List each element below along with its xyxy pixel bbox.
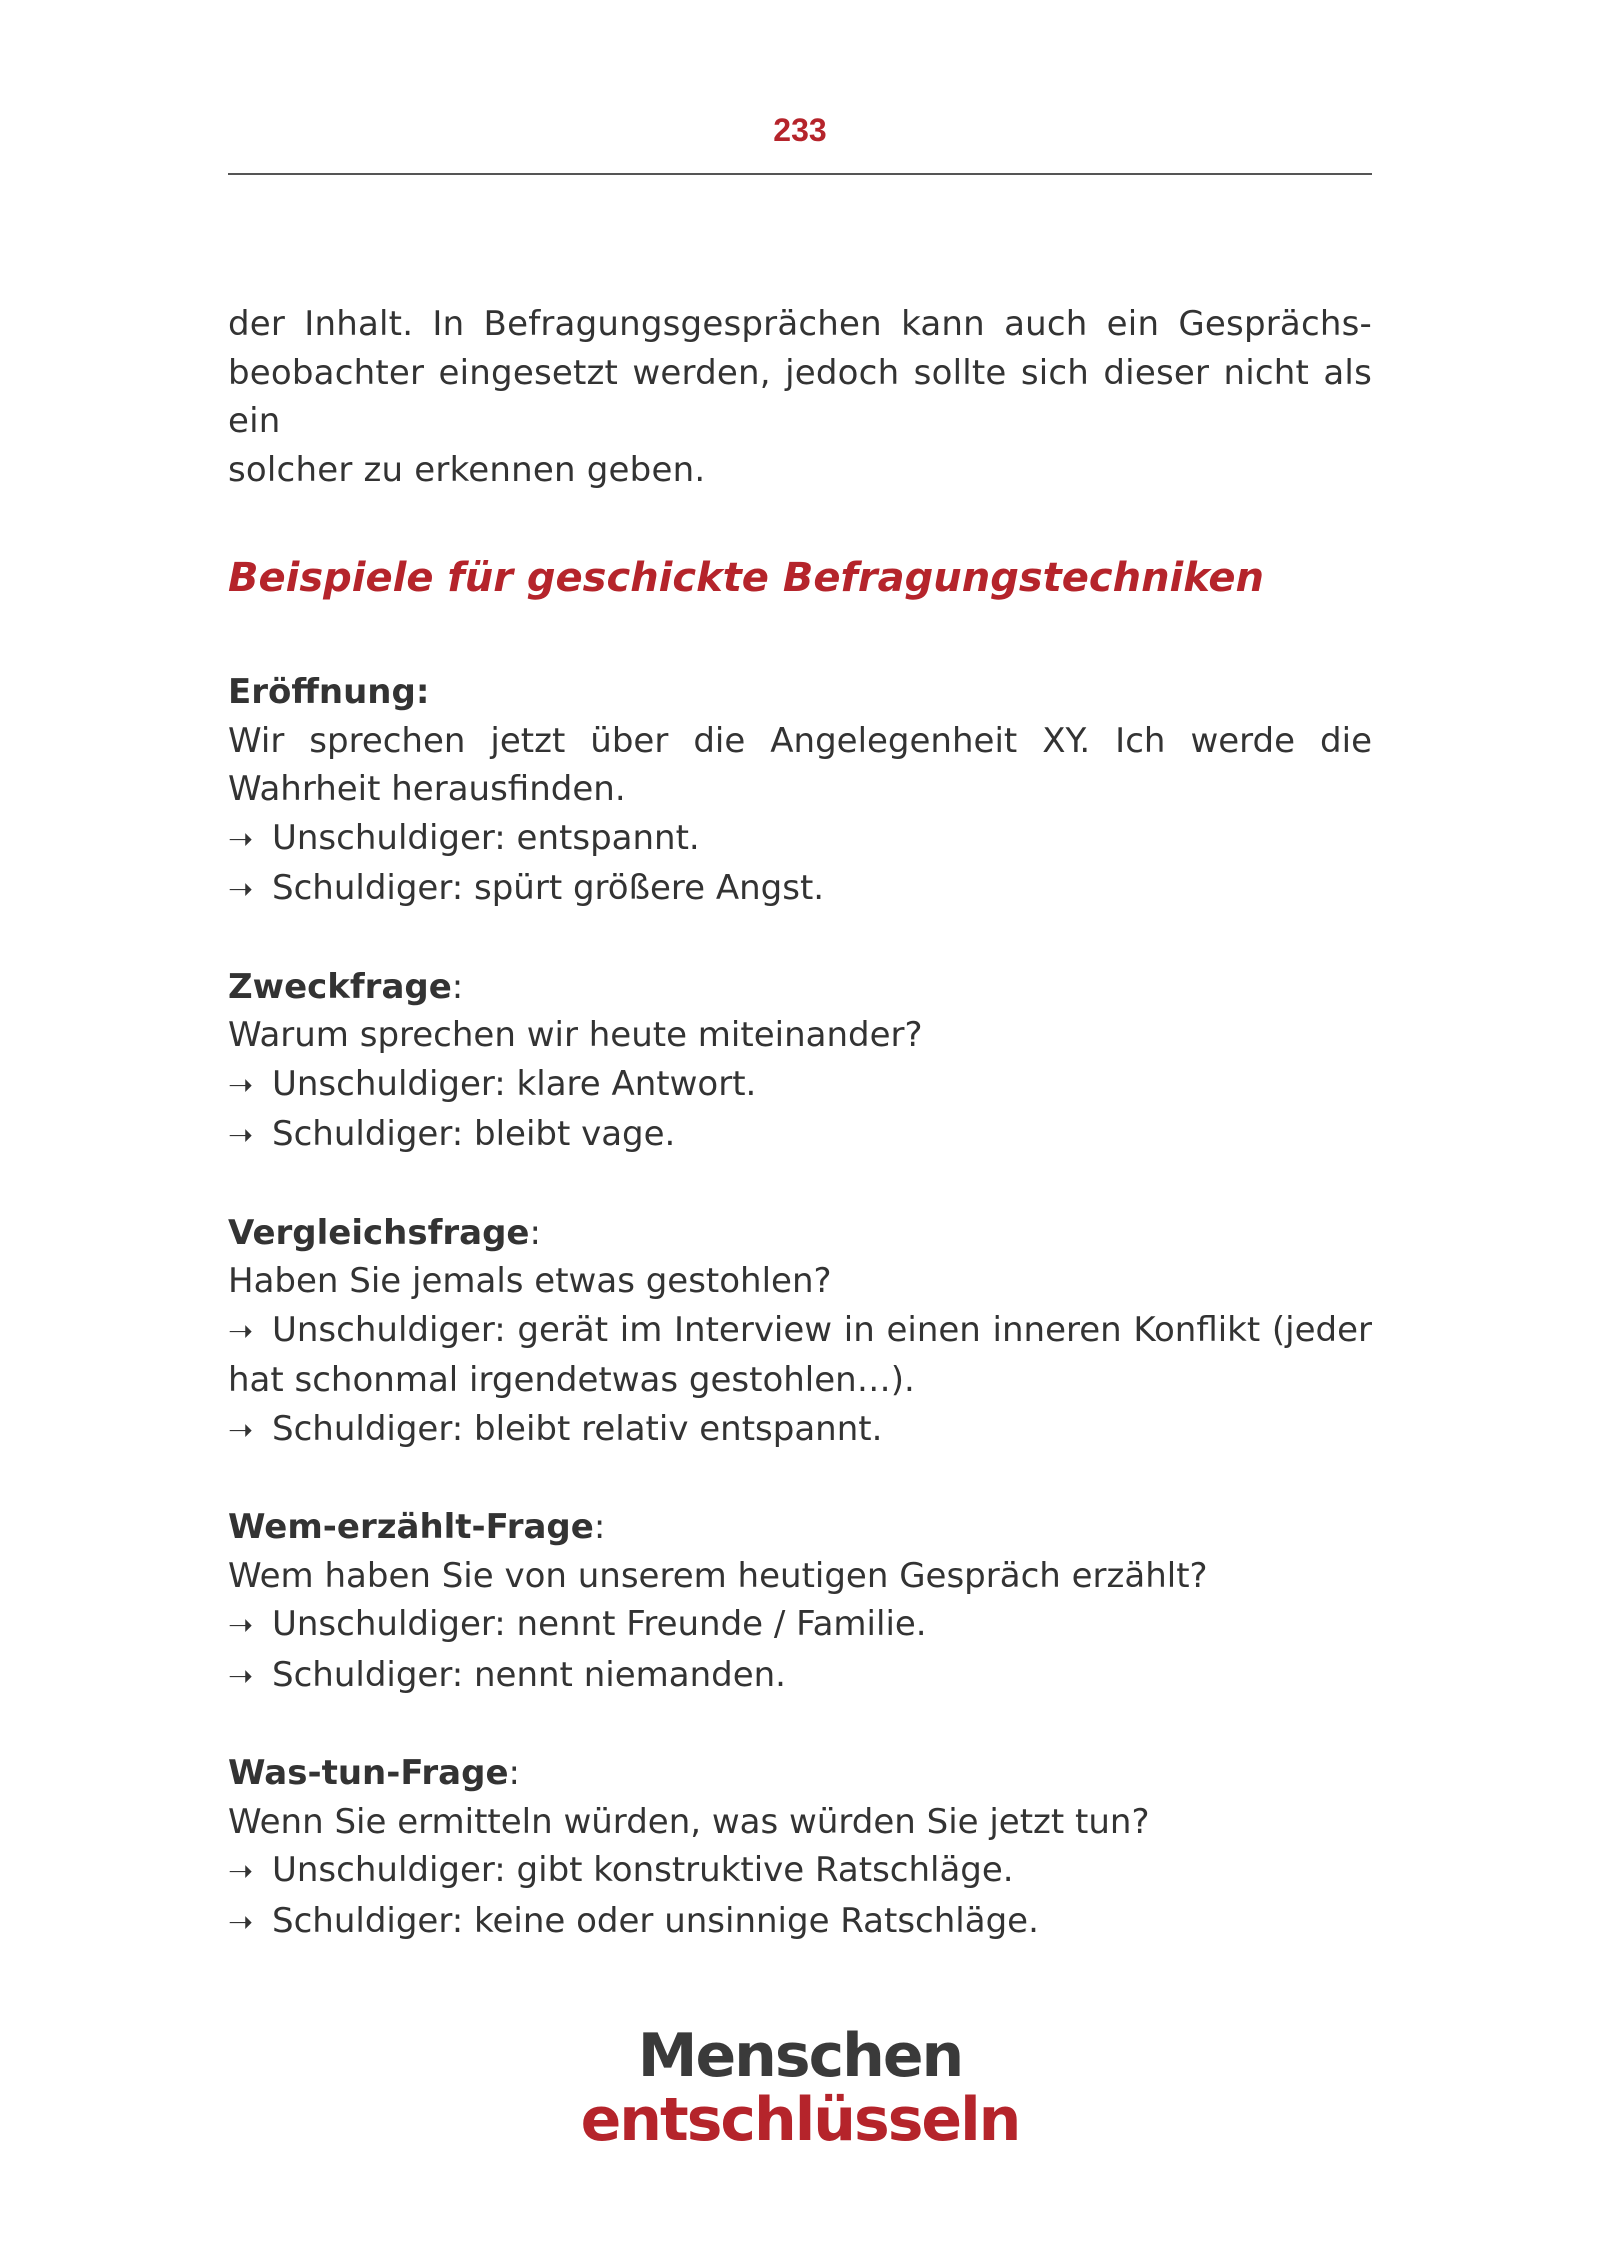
- innocent-text: Unschuldiger: gibt konstruktive Ratschläge.: [272, 1850, 1014, 1890]
- technique-name: Vergleichsfrage: [228, 1212, 530, 1253]
- innocent-outcome: [228, 1060, 1372, 1111]
- technique-suffix: :: [508, 1753, 520, 1793]
- innocent-outcome: [228, 814, 1372, 865]
- technique-what-to-do-question: [228, 1749, 1372, 1947]
- guilty-outcome: [228, 864, 1372, 915]
- guilty-outcome: [228, 1651, 1372, 1702]
- guilty-text: Schuldiger: spürt größere Angst.: [272, 868, 825, 908]
- arrow-right-icon: ➝: [228, 1608, 254, 1643]
- intro-line: der Inhalt. In Befragungsgesprächen kann auch ein Gesprächs-: [228, 304, 1372, 344]
- technique-name: Was-tun-Frage: [228, 1753, 509, 1793]
- logo-line-2: entschlüsseln: [580, 2085, 1020, 2155]
- intro-line: solcher zu erkennen geben.: [228, 449, 706, 490]
- arrow-right-icon: ➝: [228, 1904, 254, 1940]
- arrow-right-icon: ➝: [228, 1854, 254, 1889]
- innocent-outcome: [228, 1846, 1372, 1897]
- logo-line-1: Menschen: [637, 2021, 963, 2091]
- technique-suffix: :: [529, 1212, 541, 1253]
- page-number: 233: [773, 112, 827, 148]
- technique-question: Warum sprechen wir heute miteinander?: [228, 1015, 923, 1055]
- guilty-outcome: [228, 1110, 1372, 1161]
- technique-title: [228, 1209, 1372, 1258]
- technique-title: [228, 668, 1372, 717]
- technique-name: Eröffnung:: [228, 672, 430, 712]
- technique-question: Wenn Sie ermitteln würden, was würden Sie jetzt tun?: [228, 1801, 1150, 1842]
- technique-suffix: :: [451, 966, 464, 1007]
- intro-paragraph: [228, 300, 1372, 494]
- technique-question: Haben Sie jemals etwas gestohlen?: [228, 1261, 832, 1301]
- arrow-right-icon: ➝: [228, 1412, 254, 1448]
- innocent-text: Unschuldiger: entspannt.: [272, 817, 700, 858]
- technique-title: [228, 963, 1372, 1012]
- innocent-outcome: [228, 1306, 1372, 1405]
- innocent-outcome: [228, 1600, 1372, 1651]
- technique-question: Wir sprechen jetzt über die Angelegenheit XY. Ich werde die Wahrheit herausfinden.: [228, 720, 1372, 809]
- intro-line: beobachter eingesetzt werden, jedoch sollte sich dieser nicht als ein: [228, 352, 1372, 441]
- technique-who-told-question: [228, 1503, 1372, 1701]
- guilty-outcome: [228, 1405, 1372, 1456]
- arrow-right-icon: ➝: [228, 821, 254, 857]
- innocent-text: Unschuldiger: nennt Freunde / Familie.: [272, 1604, 927, 1644]
- arrow-right-icon: ➝: [228, 1313, 254, 1349]
- arrow-right-icon: ➝: [228, 1067, 254, 1103]
- arrow-right-icon: ➝: [228, 1658, 254, 1694]
- technique-name: Wem-erzählt-Frage: [228, 1507, 594, 1547]
- technique-title: [228, 1749, 1372, 1798]
- innocent-text: Unschuldiger: klare Antwort.: [272, 1063, 757, 1104]
- arrow-right-icon: ➝: [228, 872, 254, 907]
- technique-comparison-question: [228, 1209, 1372, 1456]
- section-heading: Beispiele für geschickte Befragungstechniken: [228, 555, 1265, 601]
- header-divider: [228, 173, 1372, 175]
- page-content: [228, 300, 1372, 1947]
- technique-question: Wem haben Sie von unserem heutigen Gespräch erzählt?: [228, 1555, 1208, 1596]
- arrow-right-icon: ➝: [228, 1118, 254, 1153]
- guilty-text: Schuldiger: keine oder unsinnige Ratschläge.: [272, 1900, 1039, 1941]
- technique-suffix: :: [593, 1507, 606, 1547]
- guilty-outcome: [228, 1897, 1372, 1948]
- guilty-text: Schuldiger: bleibt vage.: [272, 1114, 676, 1154]
- brand-logo: [0, 2021, 1600, 2155]
- technique-opening: [228, 668, 1372, 915]
- guilty-text: Schuldiger: bleibt relativ entspannt.: [272, 1408, 883, 1449]
- technique-title: [228, 1503, 1372, 1552]
- technique-purpose-question: [228, 963, 1372, 1161]
- guilty-text: Schuldiger: nennt niemanden.: [272, 1654, 786, 1695]
- technique-name: Zweckfrage: [228, 966, 452, 1007]
- innocent-text: Unschuldiger: gerät im Interview in einen inneren Konflikt (jeder hat schonmal irgendetwas gestohlen…).: [228, 1309, 1372, 1400]
